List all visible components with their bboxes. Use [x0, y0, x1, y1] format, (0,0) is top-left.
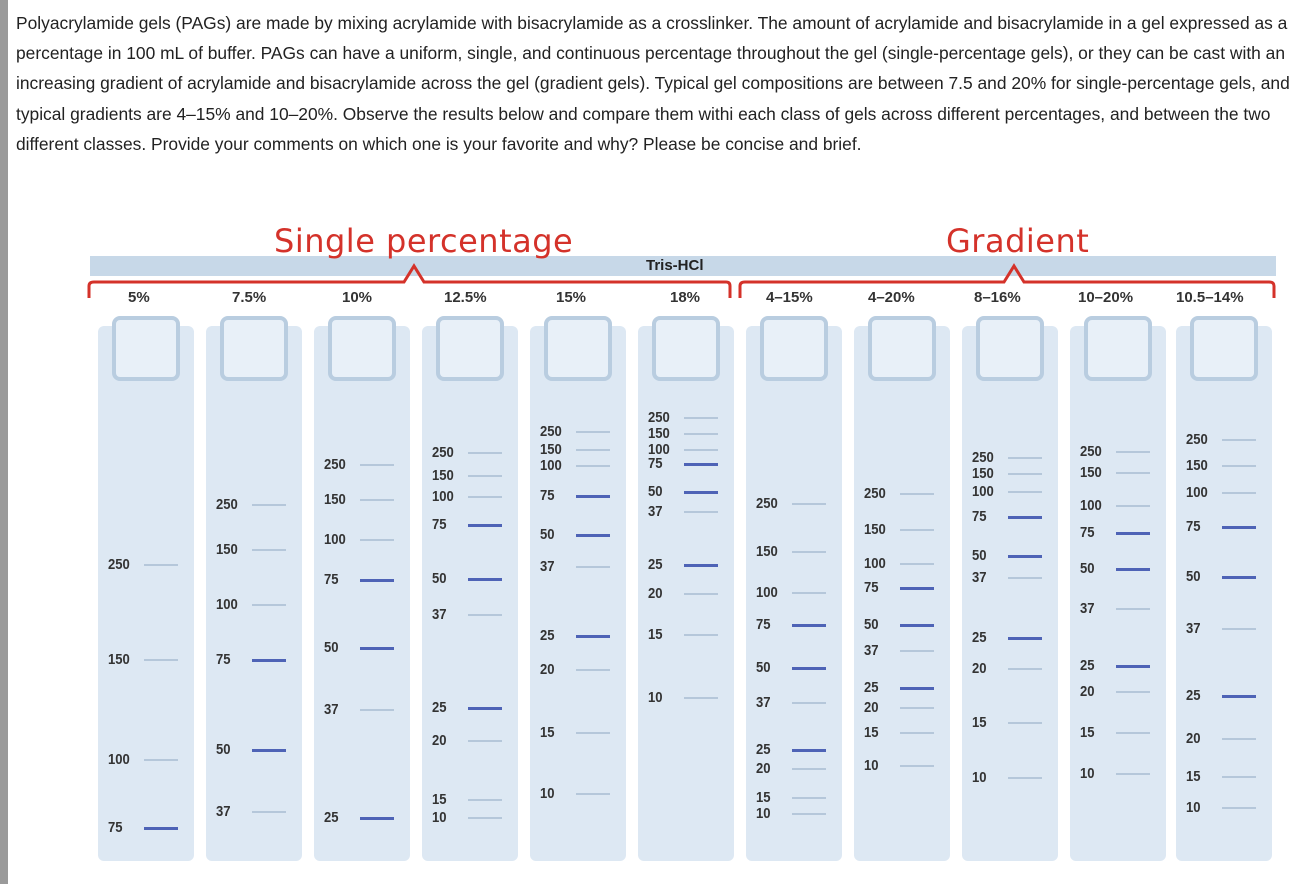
- marker-band: [900, 563, 934, 565]
- marker-label: 15: [756, 790, 771, 806]
- marker-label: 250: [756, 496, 778, 512]
- marker-band: [360, 539, 394, 541]
- gradient-caption: Gradient: [946, 222, 1090, 260]
- marker-band: [792, 768, 826, 770]
- marker-band-reference: [252, 659, 286, 662]
- marker-label: 100: [108, 752, 130, 768]
- marker-band: [252, 604, 286, 606]
- marker-band-reference: [468, 578, 502, 581]
- marker-band: [468, 817, 502, 819]
- marker-band: [252, 811, 286, 813]
- marker-band: [684, 634, 718, 636]
- marker-label: 100: [972, 484, 994, 500]
- marker-band: [900, 493, 934, 495]
- gel-well: [1084, 316, 1152, 381]
- marker-label: 20: [648, 586, 663, 602]
- marker-band: [576, 465, 610, 467]
- gel-lane: [206, 326, 302, 861]
- marker-label: 37: [432, 607, 447, 623]
- gel-well: [976, 316, 1044, 381]
- marker-label: 150: [864, 522, 886, 538]
- marker-label: 75: [324, 572, 339, 588]
- marker-band-reference: [1116, 665, 1150, 668]
- marker-label: 20: [756, 761, 771, 777]
- marker-label: 25: [864, 680, 879, 696]
- marker-label: 50: [756, 660, 771, 676]
- marker-band-reference: [900, 587, 934, 590]
- marker-label: 75: [972, 509, 987, 525]
- marker-band: [576, 793, 610, 795]
- marker-label: 75: [108, 820, 123, 836]
- single-percentage-bracket: [89, 266, 730, 298]
- marker-label: 20: [972, 661, 987, 677]
- marker-label: 150: [1186, 458, 1208, 474]
- marker-band: [1008, 577, 1042, 579]
- marker-band: [360, 464, 394, 466]
- marker-label: 150: [216, 542, 238, 558]
- marker-label: 37: [324, 702, 339, 718]
- marker-label: 15: [1186, 769, 1201, 785]
- marker-band-reference: [576, 534, 610, 537]
- marker-label: 250: [108, 557, 130, 573]
- marker-label: 250: [324, 457, 346, 473]
- marker-label: 25: [1080, 658, 1095, 674]
- marker-band: [900, 650, 934, 652]
- gel-percentage-label: 15%: [556, 289, 587, 306]
- marker-label: 50: [216, 742, 231, 758]
- marker-label: 150: [324, 492, 346, 508]
- marker-label: 10: [864, 758, 879, 774]
- marker-band: [792, 503, 826, 505]
- marker-label: 25: [648, 557, 663, 573]
- marker-label: 50: [324, 640, 339, 656]
- marker-band: [900, 707, 934, 709]
- marker-band: [1116, 608, 1150, 610]
- marker-band: [468, 799, 502, 801]
- marker-label: 37: [756, 695, 771, 711]
- marker-band: [468, 475, 502, 477]
- marker-label: 100: [1080, 498, 1102, 514]
- marker-label: 10: [1080, 766, 1095, 782]
- marker-band-reference: [144, 827, 178, 830]
- marker-band-reference: [1008, 555, 1042, 558]
- gel-percentage-label: 10%: [342, 289, 373, 306]
- marker-label: 75: [1186, 519, 1201, 535]
- marker-label: 37: [540, 559, 555, 575]
- marker-label: 100: [324, 532, 346, 548]
- marker-label: 20: [540, 662, 555, 678]
- marker-label: 50: [972, 548, 987, 564]
- gel-well: [652, 316, 720, 381]
- marker-band: [576, 431, 610, 433]
- marker-label: 10: [432, 810, 447, 826]
- marker-label: 150: [648, 426, 670, 442]
- marker-band: [144, 564, 178, 566]
- marker-label: 150: [540, 442, 562, 458]
- marker-label: 75: [540, 488, 555, 504]
- marker-band: [1116, 472, 1150, 474]
- gel-lane: [314, 326, 410, 861]
- marker-label: 37: [216, 804, 231, 820]
- marker-label: 100: [540, 458, 562, 474]
- marker-label: 100: [432, 489, 454, 505]
- marker-label: 100: [1186, 485, 1208, 501]
- marker-band: [1222, 738, 1256, 740]
- gel-well: [220, 316, 288, 381]
- marker-label: 75: [1080, 525, 1095, 541]
- marker-label: 100: [864, 556, 886, 572]
- marker-label: 50: [1186, 569, 1201, 585]
- marker-band: [684, 511, 718, 513]
- marker-band: [468, 452, 502, 454]
- marker-label: 75: [864, 580, 879, 596]
- marker-band-reference: [684, 491, 718, 494]
- marker-label: 75: [432, 517, 447, 533]
- marker-band: [900, 765, 934, 767]
- gel-lane: [98, 326, 194, 861]
- gel-well: [1190, 316, 1258, 381]
- marker-band: [576, 732, 610, 734]
- marker-band: [1008, 457, 1042, 459]
- marker-band: [576, 566, 610, 568]
- marker-label: 15: [540, 725, 555, 741]
- marker-band-reference: [792, 624, 826, 627]
- marker-band: [1008, 722, 1042, 724]
- marker-band-reference: [360, 579, 394, 582]
- marker-band: [1008, 777, 1042, 779]
- marker-label: 250: [648, 410, 670, 426]
- marker-label: 75: [216, 652, 231, 668]
- gel-well: [436, 316, 504, 381]
- marker-label: 150: [1080, 465, 1102, 481]
- gel-percentage-label: 4–15%: [766, 289, 813, 306]
- marker-label: 100: [216, 597, 238, 613]
- gel-well: [868, 316, 936, 381]
- page: [8, 0, 1311, 884]
- marker-band-reference: [1222, 576, 1256, 579]
- gel-lane: [530, 326, 626, 861]
- marker-label: 20: [432, 733, 447, 749]
- marker-band: [1222, 807, 1256, 809]
- single-percentage-caption: Single percentage: [274, 222, 574, 260]
- marker-label: 50: [648, 484, 663, 500]
- marker-label: 37: [648, 504, 663, 520]
- marker-band: [252, 549, 286, 551]
- marker-band-reference: [792, 749, 826, 752]
- marker-band: [792, 551, 826, 553]
- gel-percentage-label: 4–20%: [868, 289, 915, 306]
- marker-label: 25: [1186, 688, 1201, 704]
- marker-label: 20: [864, 700, 879, 716]
- marker-label: 25: [756, 742, 771, 758]
- marker-band: [1116, 691, 1150, 693]
- marker-band-reference: [468, 524, 502, 527]
- marker-label: 37: [864, 643, 879, 659]
- marker-band: [1116, 451, 1150, 453]
- marker-label: 100: [648, 442, 670, 458]
- marker-label: 10: [648, 690, 663, 706]
- marker-label: 150: [108, 652, 130, 668]
- gel-percentage-label: 10–20%: [1078, 289, 1134, 306]
- marker-label: 250: [972, 450, 994, 466]
- marker-band: [792, 813, 826, 815]
- marker-label: 25: [972, 630, 987, 646]
- marker-band: [1222, 776, 1256, 778]
- marker-label: 50: [1080, 561, 1095, 577]
- marker-band: [684, 417, 718, 419]
- marker-band: [468, 496, 502, 498]
- marker-band: [792, 702, 826, 704]
- marker-band-reference: [1008, 516, 1042, 519]
- marker-label: 150: [756, 544, 778, 560]
- marker-band: [144, 659, 178, 661]
- marker-band: [360, 499, 394, 501]
- gel-percentage-label: 7.5%: [232, 289, 267, 306]
- marker-label: 15: [648, 627, 663, 643]
- marker-band-reference: [1222, 526, 1256, 529]
- marker-band: [1116, 732, 1150, 734]
- question-text: Polyacrylamide gels (PAGs) are made by mixing acrylamide with bisacrylamide as a crosslinker. The amount of acrylamide and bisacrylamide in a gel expressed as a percentage in 100 mL of buffer. PAGs can have a uniform, single, and continuous percentage throughout the gel (single-percentage gels), or they can be cast with an increasing gradient of acrylamide and bisacrylamide across the gel (gradient gels). Typical gel compositions are between 7.5 and 20% for single-percentage gels, and typical gradients are 4–15% and 10–20%. Observe the results below and compare them withi each class of gels across different percentages, and between the two different classes. Provide your comments on which one is your favorite and why? Please be concise and brief.: [16, 13, 1290, 154]
- marker-band: [576, 449, 610, 451]
- marker-label: 10: [540, 786, 555, 802]
- marker-label: 15: [864, 725, 879, 741]
- gel-well: [760, 316, 828, 381]
- gel-figure: [86, 222, 1278, 871]
- marker-band-reference: [360, 817, 394, 820]
- marker-label: 250: [1080, 444, 1102, 460]
- marker-band: [1222, 465, 1256, 467]
- marker-band-reference: [1222, 695, 1256, 698]
- marker-band-reference: [684, 564, 718, 567]
- marker-label: 250: [216, 497, 238, 513]
- marker-band: [1008, 491, 1042, 493]
- marker-band-reference: [900, 624, 934, 627]
- marker-label: 10: [1186, 800, 1201, 816]
- marker-band: [576, 669, 610, 671]
- marker-label: 250: [864, 486, 886, 502]
- marker-band-reference: [900, 687, 934, 690]
- marker-band: [144, 759, 178, 761]
- marker-band: [684, 697, 718, 699]
- marker-label: 15: [972, 715, 987, 731]
- gel-percentage-label: 10.5–14%: [1176, 289, 1244, 306]
- buffer-label: Tris-HCl: [646, 257, 704, 274]
- marker-band: [684, 433, 718, 435]
- marker-label: 15: [1080, 725, 1095, 741]
- gel-well: [328, 316, 396, 381]
- marker-band: [792, 592, 826, 594]
- marker-label: 250: [540, 424, 562, 440]
- marker-band-reference: [1008, 637, 1042, 640]
- marker-band: [1222, 628, 1256, 630]
- marker-label: 20: [1186, 731, 1201, 747]
- marker-label: 50: [864, 617, 879, 633]
- marker-label: 37: [1080, 601, 1095, 617]
- marker-band-reference: [1116, 532, 1150, 535]
- marker-band: [1116, 773, 1150, 775]
- marker-band: [900, 732, 934, 734]
- marker-label: 10: [756, 806, 771, 822]
- gel-well: [544, 316, 612, 381]
- marker-band: [1008, 668, 1042, 670]
- marker-label: 100: [756, 585, 778, 601]
- marker-label: 15: [432, 792, 447, 808]
- marker-band: [684, 593, 718, 595]
- marker-band: [252, 504, 286, 506]
- marker-label: 250: [432, 445, 454, 461]
- gel-percentage-label: 12.5%: [444, 289, 487, 306]
- marker-label: 25: [432, 700, 447, 716]
- marker-band-reference: [468, 707, 502, 710]
- marker-label: 50: [540, 527, 555, 543]
- marker-band-reference: [576, 635, 610, 638]
- marker-label: 75: [648, 456, 663, 472]
- marker-label: 37: [972, 570, 987, 586]
- marker-band: [1222, 439, 1256, 441]
- gel-percentage-label: 18%: [670, 289, 701, 306]
- marker-band: [360, 709, 394, 711]
- marker-label: 20: [1080, 684, 1095, 700]
- marker-band-reference: [252, 749, 286, 752]
- marker-band: [900, 529, 934, 531]
- marker-band: [684, 449, 718, 451]
- marker-label: 37: [1186, 621, 1201, 637]
- marker-label: 150: [432, 468, 454, 484]
- marker-band: [792, 797, 826, 799]
- gel-percentage-label: 5%: [128, 289, 150, 306]
- gel-percentage-label: 8–16%: [974, 289, 1021, 306]
- marker-band-reference: [576, 495, 610, 498]
- marker-label: 10: [972, 770, 987, 786]
- marker-label: 25: [540, 628, 555, 644]
- marker-label: 250: [1186, 432, 1208, 448]
- marker-label: 75: [756, 617, 771, 633]
- marker-label: 25: [324, 810, 339, 826]
- marker-band: [1116, 505, 1150, 507]
- marker-band: [468, 614, 502, 616]
- marker-label: 150: [972, 466, 994, 482]
- gel-well: [112, 316, 180, 381]
- gel-lane: [422, 326, 518, 861]
- marker-band-reference: [1116, 568, 1150, 571]
- marker-label: 50: [432, 571, 447, 587]
- marker-band-reference: [684, 463, 718, 466]
- marker-band-reference: [360, 647, 394, 650]
- marker-band: [1222, 492, 1256, 494]
- marker-band: [468, 740, 502, 742]
- marker-band-reference: [792, 667, 826, 670]
- marker-band: [1008, 473, 1042, 475]
